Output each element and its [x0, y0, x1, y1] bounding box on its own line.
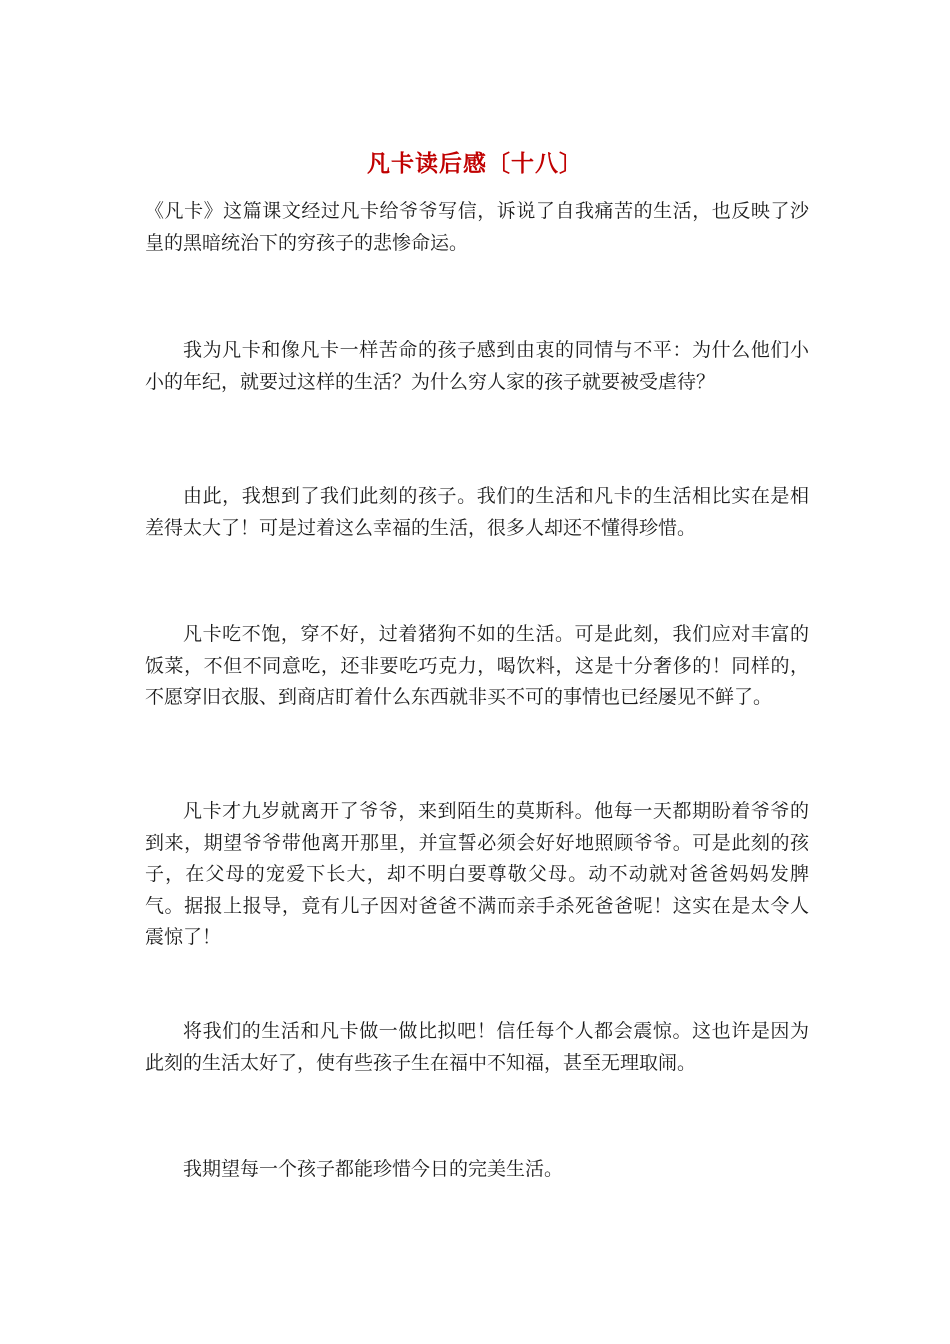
paragraph-comparison: 由此，我想到了我们此刻的孩子。我们的生活和凡卡的生活相比实在是相差得太大了！可是过着这么幸福的生活，很多人却还不懂得珍惜。	[145, 485, 809, 539]
paragraph-food-clothing: 凡卡吃不饱，穿不好，过着猪狗不如的生活。可是此刻，我们应对丰富的饭菜，不但不同意吃，还非要吃巧克力，喝饮料，这是十分奢侈的！同样的，不愿穿旧衣服、到商店盯着什么东西就非买不可的事情也已经屡见不鲜了。	[145, 623, 809, 708]
document-title: 凡卡读后感〔十八〕	[367, 150, 583, 177]
paragraph-conclusion: 我期望每一个孩子都能珍惜今日的完美生活。	[183, 1158, 564, 1180]
paragraph-reflection: 将我们的生活和凡卡做一做比拟吧！信任每个人都会震惊。这也许是因为此刻的生活太好了，使有些孩子生在福中不知福，甚至无理取闹。	[145, 1020, 809, 1074]
paragraph-sympathy: 我为凡卡和像凡卡一样苦命的孩子感到由衷的同情与不平：为什么他们小小的年纪，就要过这样的生活？为什么穷人家的孩子就要被受虐待？	[145, 339, 809, 393]
paragraph-intro: 《凡卡》这篇课文经过凡卡给爷爷写信，诉说了自我痛苦的生活，也反映了沙皇的黑暗统治下的穷孩子的悲惨命运。	[145, 200, 809, 254]
paragraph-parents: 凡卡才九岁就离开了爷爷，来到陌生的莫斯科。他每一天都期盼着爷爷的到来，期望爷爷带他离开那里，并宣誓必须会好好地照顾爷爷。可是此刻的孩子，在父母的宠爱下长大，却不明白要尊敬父母。动不动就对爸爸妈妈发脾气。据报上报导，竟有儿子因对爸爸不满而亲手杀死爸爸呢！这实在是太令人震惊了！	[145, 800, 809, 948]
